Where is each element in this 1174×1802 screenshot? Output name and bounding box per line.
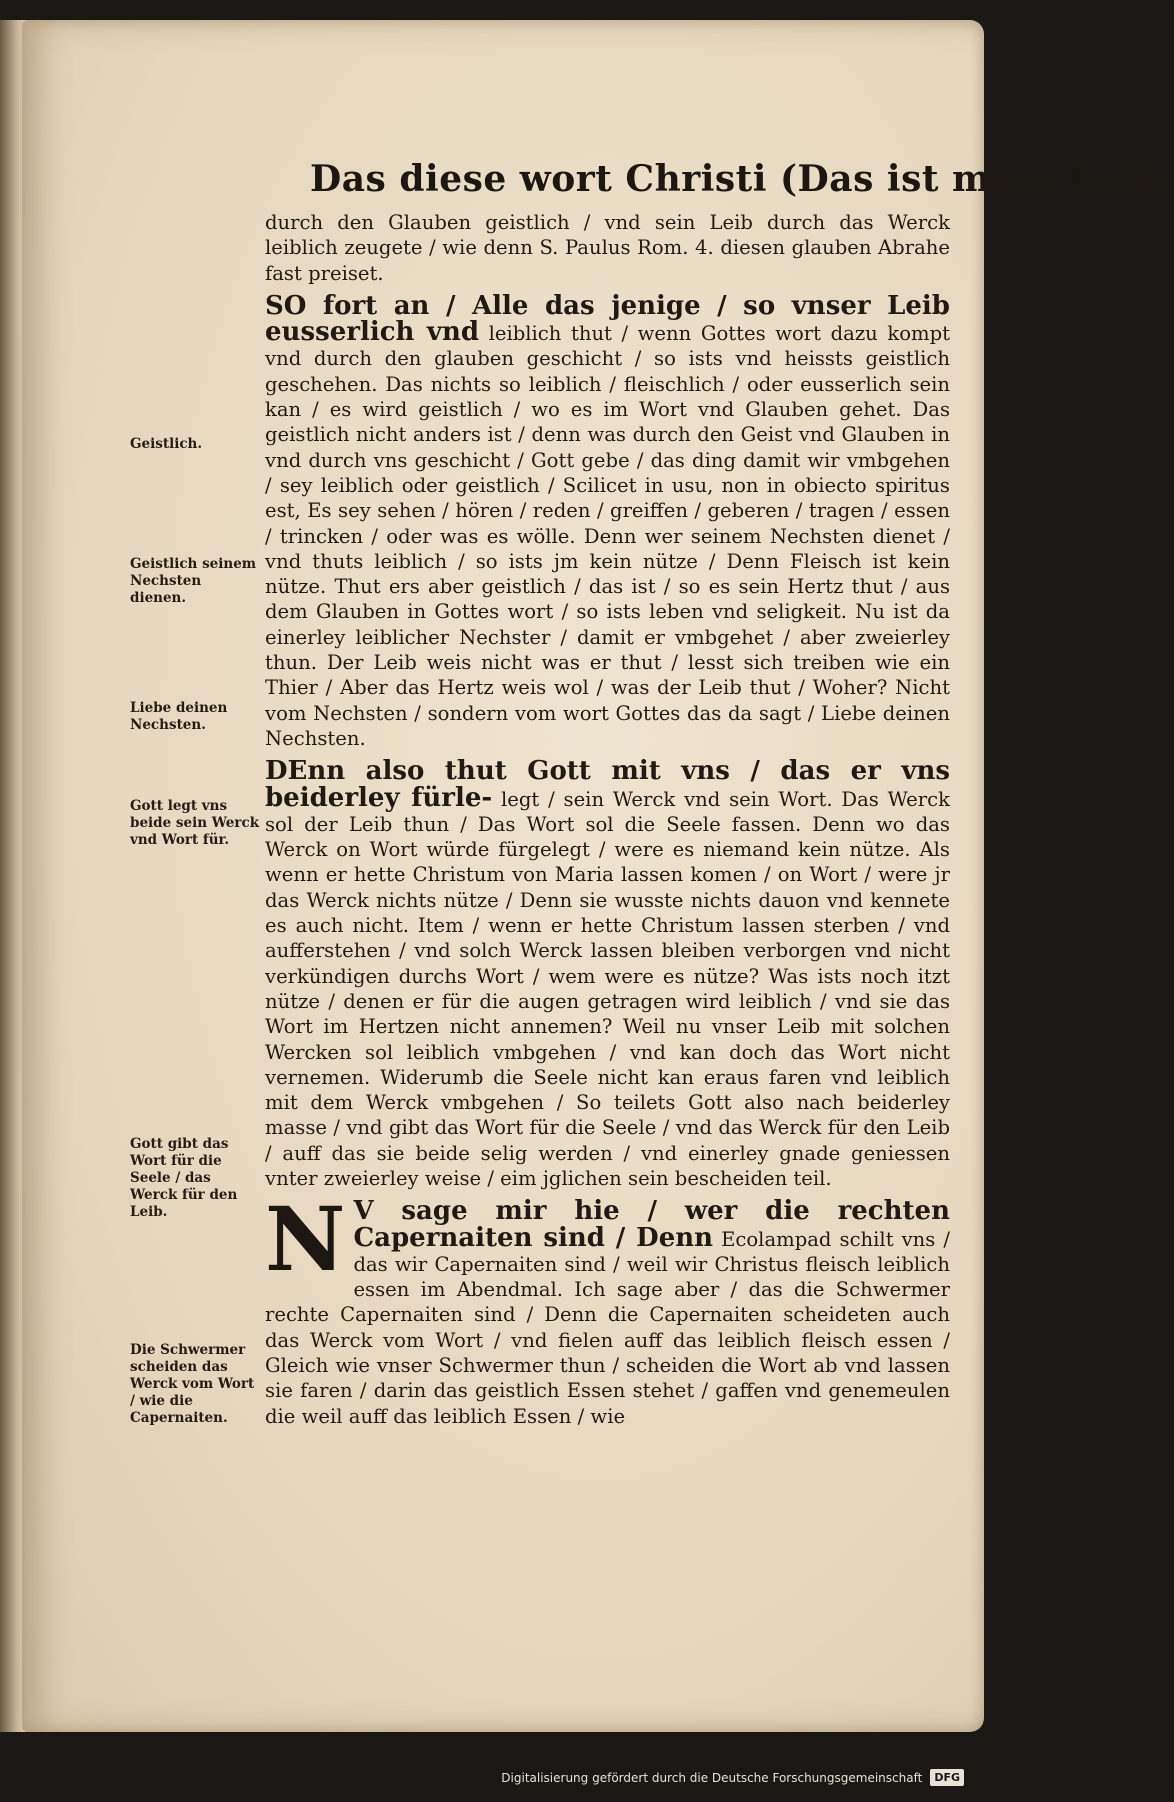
credit-text: Digitalisierung gefördert durch die Deutsche Forschungsgemeinschaft bbox=[501, 1770, 923, 1785]
digitization-credit bbox=[501, 1769, 964, 1786]
page-header: Das diese wort Christi (Das ist mein Leib) bbox=[310, 158, 1174, 200]
paragraph bbox=[265, 290, 950, 751]
paragraph bbox=[265, 756, 950, 1191]
dfg-logo: DFG bbox=[930, 1769, 964, 1786]
margin-note: Gott legt vns beide sein Werck vnd Wort für. bbox=[130, 798, 260, 848]
paragraph-lead: V sage mir hie / wer die rechten Capernaiten sind / Denn bbox=[353, 1196, 950, 1253]
margin-note: Liebe deinen Nechsten. bbox=[130, 700, 228, 733]
margin-note: Geistlich. bbox=[130, 436, 203, 452]
main-text bbox=[265, 210, 950, 1429]
margin-note: Geistlich seinem Nechsten dienen. bbox=[130, 556, 257, 606]
drop-cap: N bbox=[265, 1187, 346, 1292]
paragraph bbox=[265, 210, 950, 286]
paragraph bbox=[265, 1187, 950, 1429]
margin-note: Gott gibt das Wort für die Seele / das Werck für den Leib. bbox=[130, 1136, 238, 1220]
paragraph-lead: SO fort an / Alle das jenige / so vnser Leib eusserlich vnd bbox=[265, 290, 950, 348]
paragraph-text: durch den Glauben geistlich / vnd sein Leib durch das Werck leiblich zeugete / wie denn S. Paulus Rom. 4. diesen glauben Abrahe fast preiset. bbox=[265, 211, 950, 285]
paragraph-text: leiblich thut / wenn Gottes wort dazu kompt vnd durch den glauben geschicht / so ists vnd heissts geistlich geschehen. Das nichts so leiblich / fleischlich / oder eusserlich sein kan / es wird geistlich / wo es im Wort vnd Glauben gehet. Das geistlich nicht anders ist / denn was durch den Geist vnd Glauben in vnd durch vns geschicht / Gott gebe / das ding damit wir vmbgehen / sey leiblich oder geistlich / Scilicet in usu, non in obiecto spiritus est, Es sey sehen / hören / reden / greiffen / geberen / tragen / essen / trincken / oder was es wölle. Denn wer seinem Nechsten dienet / vnd thuts leiblich / so ists jm kein nütze / Denn Fleisch ist kein nütze. Thut ers aber geistlich / das ist / so es sein Hertz thut / aus dem Glauben in Gottes wort / so ists leben vnd seligkeit. Nu ist da einerley leiblicher Nechster / damit er vmbgehet / aber zweierley thun. Der Leib weis nicht was er thut / lesst sich treiben wie ein Thier / Aber das Hertz weis wol / was der Leib thut / Woher? Nicht vom Nechsten / sondern vom wort Gottes das da sagt / Liebe deinen Nechsten. bbox=[265, 322, 950, 750]
paragraph-lead: DEnn also thut Gott mit vns / das er vns beiderley fürle- bbox=[265, 756, 950, 813]
paragraph-text: Ecolampad schilt vns / das wir Capernaiten sind / weil wir Christus fleisch leiblich essen im Abendmal. Ich sage aber / das die Schwermer rechte Capernaiten sind / Denn die Capernaiten scheideten auch das Werck vom Wort / vnd fielen auff das leiblich fleisch essen / Gleich wie vnser Schwermer thun / scheiden die Wort ab vnd lassen sie faren / darin das geistlich Essen stehet / gaffen vnd genemeulen die weil auff das leiblich Essen / wie bbox=[265, 1227, 950, 1428]
paragraph-text: legt / sein Werck vnd sein Wort. Das Werck sol der Leib thun / Das Wort sol die Seele fassen. Denn wo das Werck on Wort würde fürgelegt / were es niemand kein nütze. Als wenn er hette Christum von Maria lassen komen / on Wort / were jr das Werck nichts nütze / Denn sie wusste nichts dauon vnd kennete es auch nicht. Item / wenn er hette Christum lassen sterben / vnd aufferstehen / vnd solch Werck lassen bleiben verborgen vnd nicht verkündigen durchs Wort / wem were es nütze? Was ists noch itzt nütze / denen er für die augen getragen wird leiblich / vnd sie das Wort im Hertzen nicht annemen? Weil nu vnser Leib mit solchen Wercken sol leiblich vmbgehen / vnd kan doch das Wort nicht vernemen. Widerumb die Seele nicht kan eraus faren vnd leiblich mit dem Werck vmbgehen / So teilets Gott also nach beiderley masse / vnd gibt das Wort für die Seele / vnd das Werck für den Leib / auff das sie beide selig werden / vnd einerley gnade geniessen vnter zweierley weise / eim jglichen sein bescheiden teil. bbox=[265, 787, 950, 1190]
margin-note: Die Schwermer scheiden das Werck vom Wort / wie die Capernaiten. bbox=[130, 1342, 255, 1426]
